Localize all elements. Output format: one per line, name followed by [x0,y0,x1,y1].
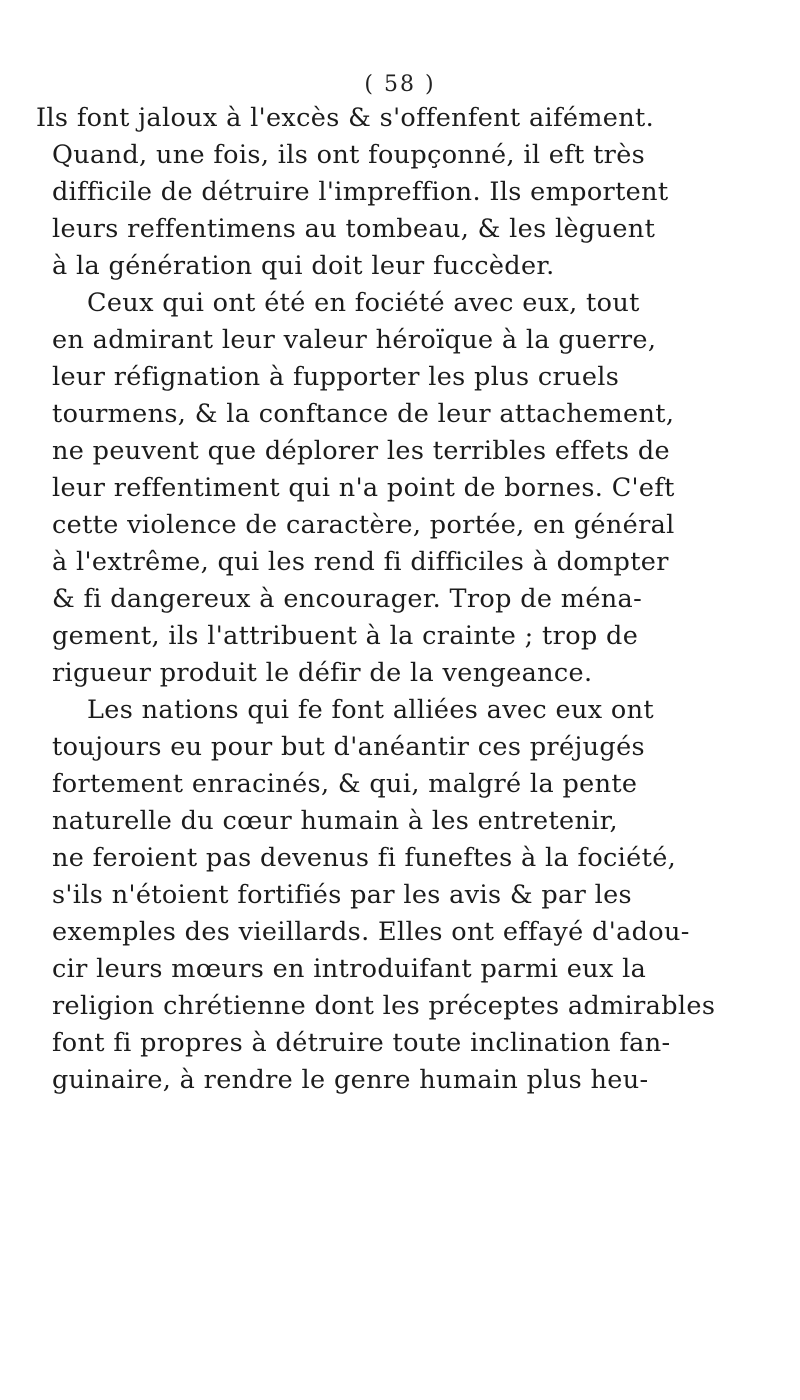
text-line-6: Ceux qui ont été en fociété avec eux, tout [87,288,640,318]
text-line-27: guinaire, à rendre le genre humain plus heu- [52,1065,649,1095]
text-line-8: leur réfignation à fupporter les plus cruels [52,362,620,392]
text-line-16: rigueur produit le défir de la vengeance. [52,658,593,688]
text-line-14: & fi dangereux à encourager. Trop de ména- [52,584,643,614]
text-line-1: Ils font jaloux à l'excès & s'offenfent aifément. [36,103,655,133]
text-line-2: Quand, une fois, ils ont foupçonné, il eft très [52,140,646,170]
text-line-10: ne peuvent que déplorer les terribles effets de [52,436,670,466]
text-line-25: religion chrétienne dont les préceptes admirables [52,991,716,1021]
text-line-4: leurs reffentimens au tombeau, & les lèguent [52,214,656,244]
text-line-26: font fi propres à détruire toute inclination fan- [52,1028,671,1058]
text-line-23: exemples des vieillards. Elles ont effayé d'adou- [52,917,690,947]
text-line-19: fortement enracinés, & qui, malgré la pente [52,769,638,799]
text-line-13: à l'extrême, qui les rend fi difficiles à dompter [52,547,669,577]
text-line-15: gement, ils l'attribuent à la crainte ; trop de [52,621,639,651]
text-line-22: s'ils n'étoient fortifiés par les avis & par les [52,880,632,910]
page-number: ( 58 ) [364,72,436,97]
text-line-24: cir leurs mœurs en introduifant parmi eux la [52,954,647,984]
text-line-20: naturelle du cœur humain à les entretenir, [52,806,618,836]
text-line-7: en admirant leur valeur héroïque à la guerre, [52,325,657,355]
text-line-3: difficile de détruire l'impreffion. Ils emportent [52,177,669,207]
text-line-5: à la génération qui doit leur fuccèder. [52,251,555,281]
text-line-9: tourmens, & la conftance de leur attachement, [52,399,675,429]
text-line-17: Les nations qui fe font alliées avec eux ont [87,695,654,725]
text-line-12: cette violence de caractère, portée, en général [52,510,675,540]
text-line-11: leur reffentiment qui n'a point de bornes. C'eft [52,473,675,503]
text-line-21: ne feroient pas devenus fi funeftes à la fociété, [52,843,677,873]
text-line-18: toujours eu pour but d'anéantir ces préjugés [52,732,645,762]
